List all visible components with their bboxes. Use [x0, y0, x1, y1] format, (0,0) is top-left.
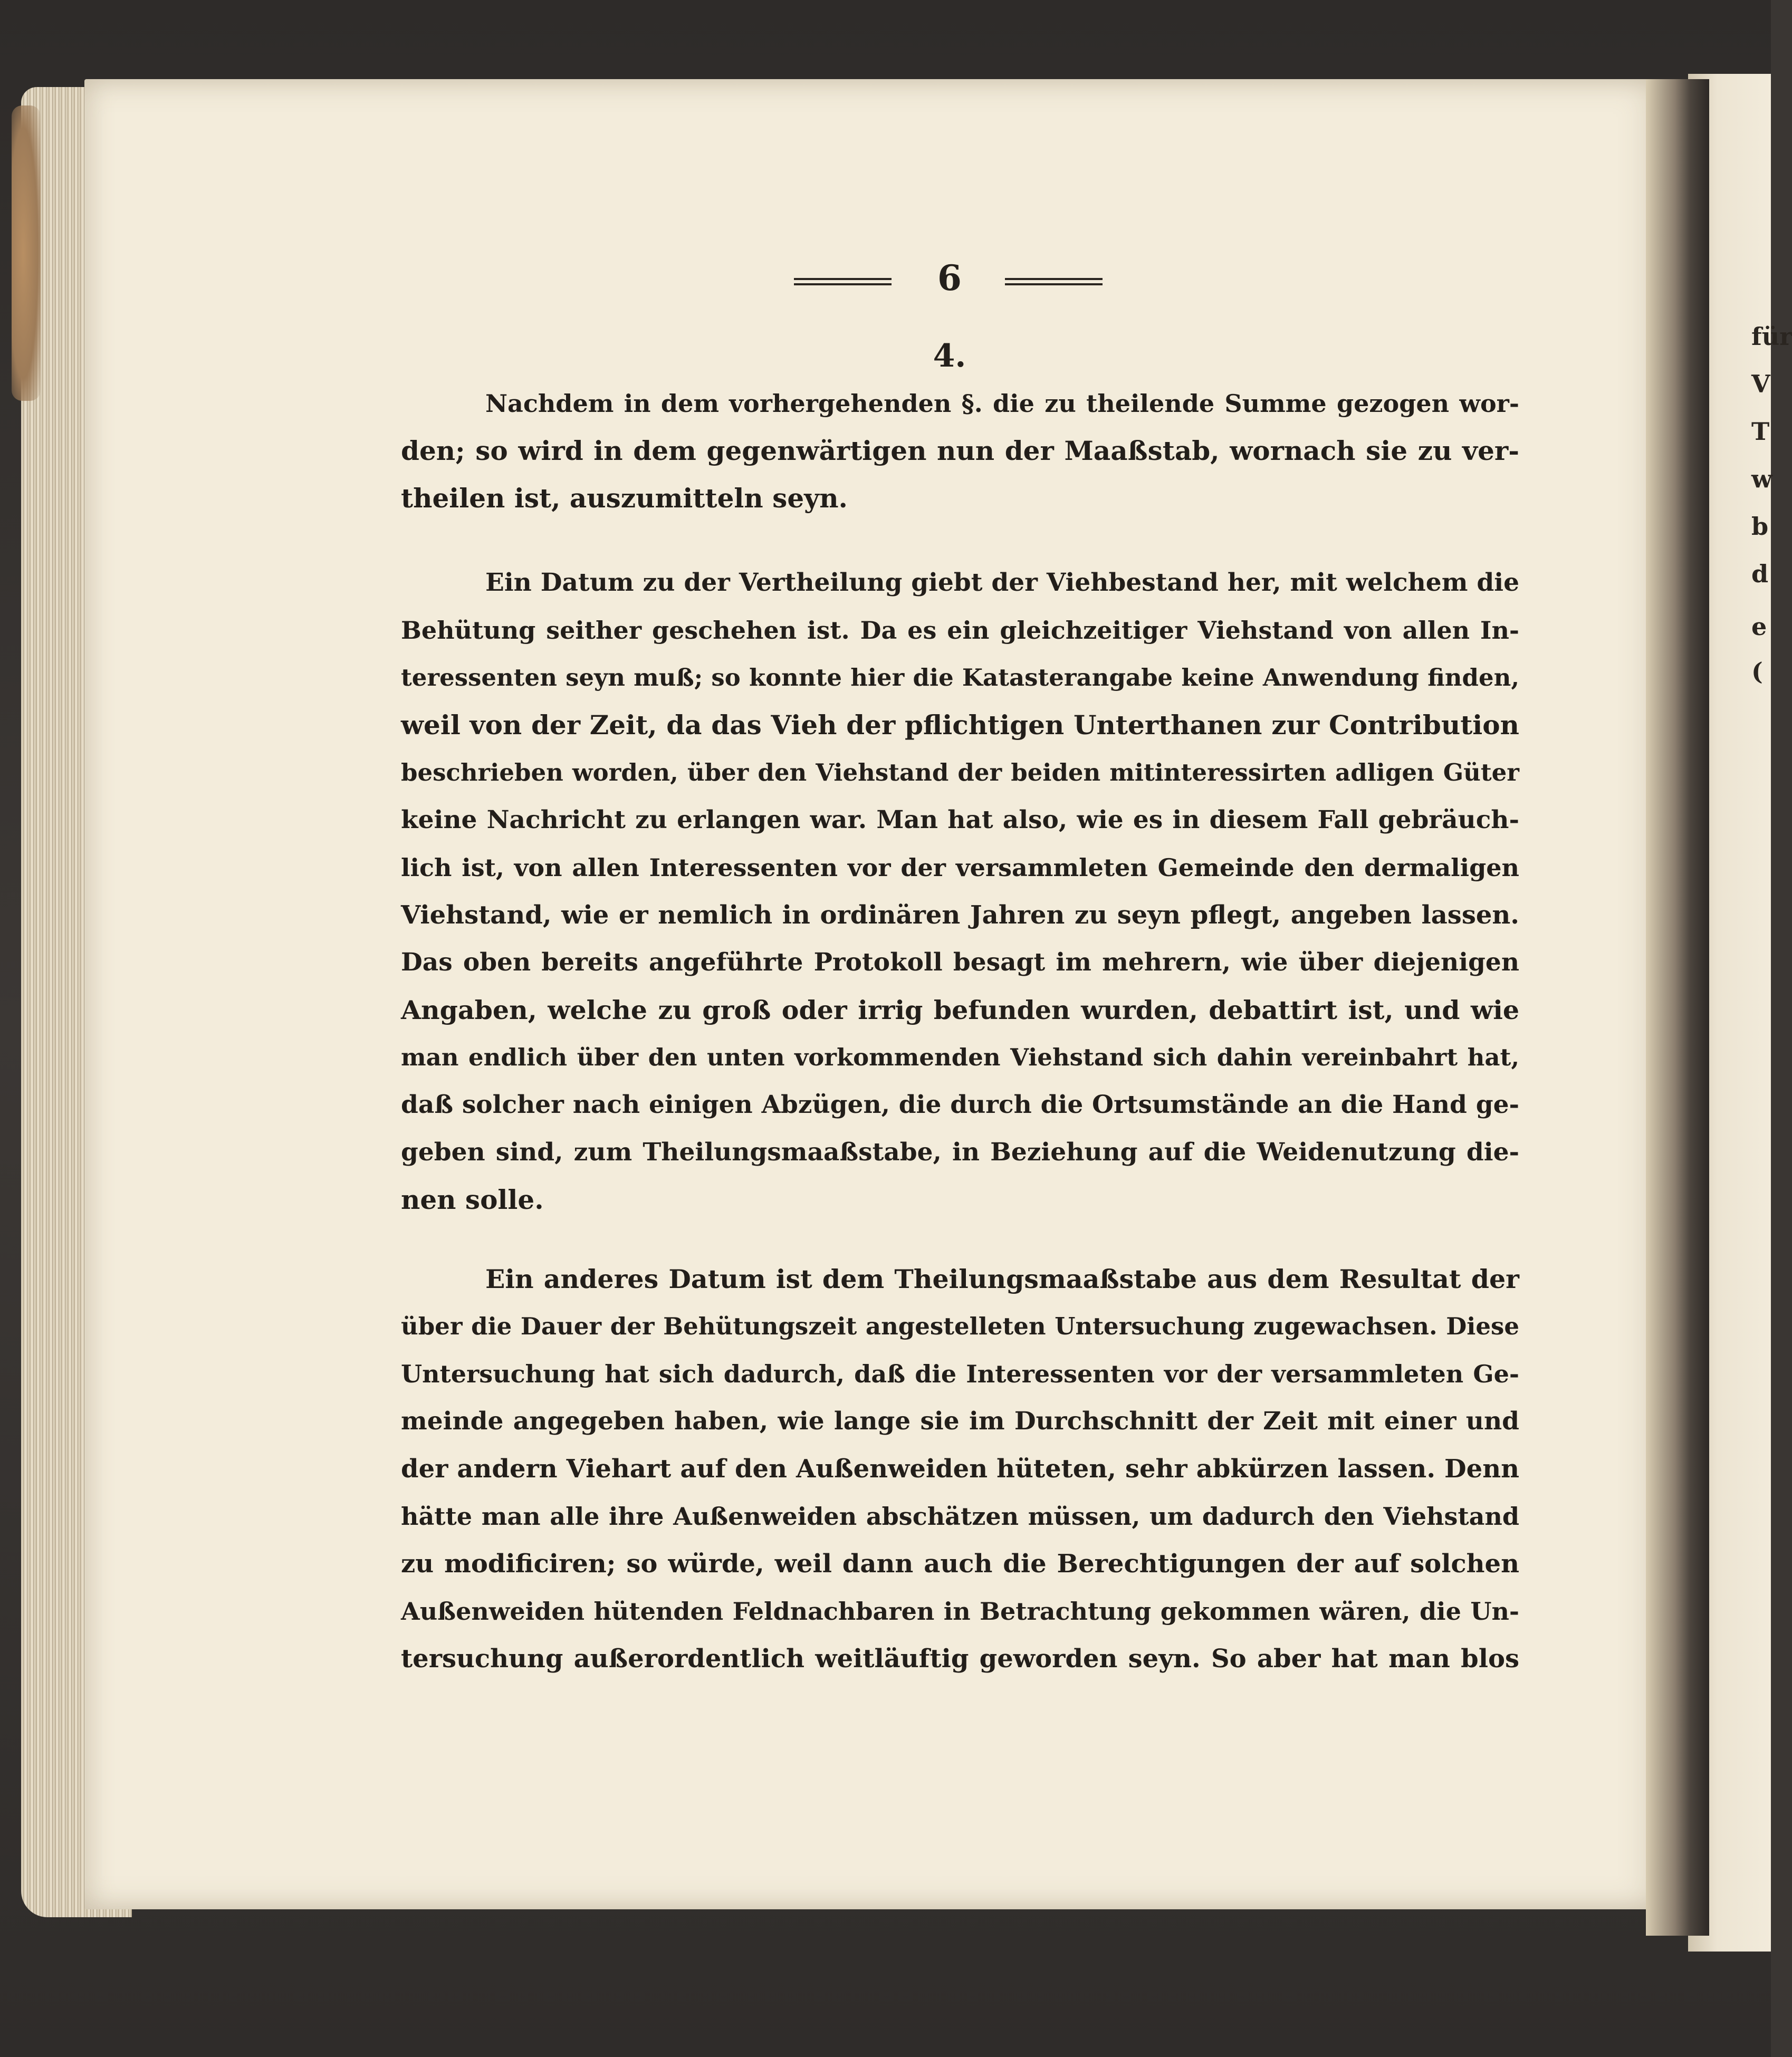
text-line: Untersuchung hat sich dadurch, daß die Interessenten vor der versammleten Ge-: [401, 1360, 1519, 1388]
facing-page-fragment: e: [1751, 612, 1767, 641]
page-number: 6: [937, 257, 962, 299]
text-line: lich ist, von allen Interessenten vor der versammleten Gemeinde den dermaligen: [401, 853, 1519, 882]
text-line: den; so wird in dem gegenwärtigen nun der Maaßstab, wornach sie zu ver-: [401, 435, 1519, 466]
facing-page-fragment: b: [1751, 512, 1769, 541]
text-line: man endlich über den unten vorkommenden Viehstand sich dahin vereinbahrt hat,: [401, 1043, 1519, 1071]
text-line: nen solle.: [401, 1184, 544, 1215]
text-line: daß solcher nach einigen Abzügen, die durch die Ortsumstände an die Hand ge-: [401, 1090, 1519, 1119]
text-line: weil von der Zeit, da das Vieh der pflichtigen Unterthanen zur Contribution: [401, 709, 1519, 741]
header-rule-right: [1005, 278, 1103, 285]
text-line: beschrieben worden, über den Viehstand der beiden mitinteressirten adligen Güter: [401, 758, 1519, 786]
facing-page-fragment: V: [1751, 370, 1770, 398]
text-line: zu modificiren; so würde, weil dann auch die Berechtigungen der auf solchen: [401, 1549, 1519, 1579]
text-line: Nachdem in dem vorhergehenden §. die zu theilende Summe gezogen wor-: [485, 389, 1519, 418]
facing-page-fragment: d: [1751, 560, 1769, 588]
text-line: keine Nachricht zu erlangen war. Man hat also, wie es in diesem Fall gebräuch-: [401, 805, 1519, 834]
header-rule-left: [794, 278, 892, 285]
facing-page-fragment: (: [1751, 657, 1763, 686]
book-gutter: [1646, 79, 1709, 1936]
section-number: 4.: [933, 338, 966, 374]
text-line: über die Dauer der Behütungszeit angestelleten Untersuchung zugewachsen. Diese: [401, 1312, 1519, 1340]
text-line: tersuchung außerordentlich weitläuftig geworden seyn. So aber hat man blos: [401, 1644, 1519, 1674]
text-line: geben sind, zum Theilungsmaaßstabe, in Beziehung auf die Weidenutzung die-: [401, 1138, 1519, 1167]
text-line: Behütung seither geschehen ist. Da es ein gleichzeitiger Viehstand von allen In-: [401, 616, 1519, 645]
text-line: Viehstand, wie er nemlich in ordinären Jahren zu seyn pflegt, angeben lassen.: [401, 900, 1519, 930]
worn-edge-stain: [12, 105, 41, 401]
text-line: teressenten seyn muß; so konnte hier die Katasterangabe keine Anwendung finden,: [401, 664, 1519, 691]
facing-page-fragment: w: [1751, 465, 1772, 493]
text-line: Das oben bereits angeführte Protokoll besagt im mehrern, wie über diejenigen: [401, 948, 1519, 977]
text-line: meinde angegeben haben, wie lange sie im Durchschnitt der Zeit mit einer und: [401, 1407, 1519, 1436]
text-line: hätte man alle ihre Außenweiden abschätzen müssen, um dadurch den Viehstand: [401, 1502, 1519, 1531]
text-line: Ein Datum zu der Vertheilung giebt der Viehbestand her, mit welchem die: [485, 568, 1519, 597]
text-line: theilen ist, auszumitteln seyn.: [401, 483, 848, 514]
text-line: Angaben, welche zu groß oder irrig befunden wurden, debattirt ist, und wie: [401, 995, 1519, 1025]
facing-page-fragment: T: [1751, 417, 1770, 446]
text-line: der andern Viehart auf den Außenweiden hüteten, sehr abkürzen lassen. Denn: [401, 1454, 1519, 1484]
facing-page-fragment: für: [1751, 322, 1792, 351]
text-line: Ein anderes Datum ist dem Theilungsmaaßstabe aus dem Resultat der: [485, 1264, 1519, 1294]
text-line: Außenweiden hütenden Feldnachbaren in Betrachtung gekommen wären, die Un-: [401, 1597, 1519, 1626]
